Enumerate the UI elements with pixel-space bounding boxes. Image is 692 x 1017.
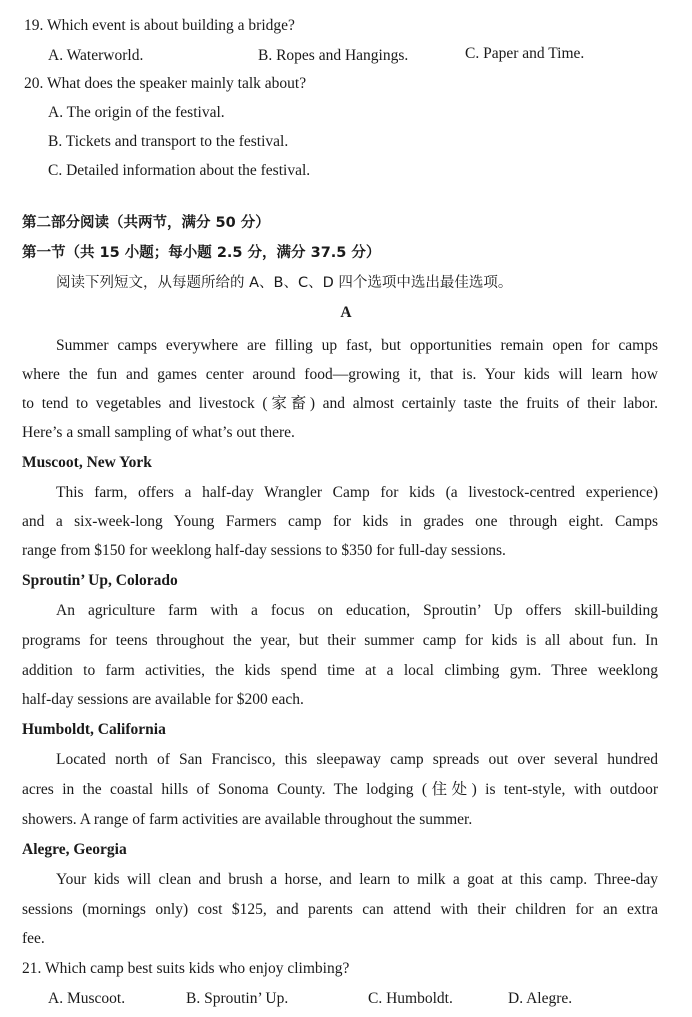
intro-line-1: Summer camps everywhere are filling up fast, but opportunities remain open for camps (56, 337, 658, 354)
passage-label: A (340, 304, 352, 321)
question-21-stem: 21. Which camp best suits kids who enjoy climbing? (22, 960, 350, 977)
muscoot-line-3: range from $150 for weeklong half-day sessions to $350 for full-day sessions. (22, 542, 506, 559)
question-21-option-c: C. Humboldt. (368, 990, 453, 1007)
reading-instruction: 阅读下列短文，从每题所给的 A、B、C、D 四个选项中选出最佳选项。 (56, 275, 513, 291)
muscoot-line-2: and a six-week-long Young Farmers camp for kids in grades one through eight. Camps (22, 513, 658, 530)
question-20-option-b: B. Tickets and transport to the festival. (48, 133, 289, 150)
sproutin-line-2: programs for teens throughout the year, but their summer camp for kids is all about fun. In (22, 632, 658, 649)
section-one-heading: 第一节（共 15 小题；每小题 2.5 分，满分 37.5 分） (22, 245, 381, 261)
sproutin-line-1: An agriculture farm with a focus on education, Sproutin’ Up offers skill-building (56, 602, 658, 619)
question-19-option-a: A. Waterworld. (48, 47, 144, 64)
alegre-line-3: fee. (22, 930, 45, 947)
camp-heading-muscoot: Muscoot, New York (22, 454, 152, 471)
question-21-option-d: D. Alegre. (508, 990, 573, 1007)
muscoot-line-1: This farm, offers a half-day Wrangler Camp for kids (a livestock-centred experience) (56, 484, 658, 501)
question-20-option-a: A. The origin of the festival. (48, 104, 225, 121)
question-21-option-a: A. Muscoot. (48, 990, 126, 1007)
humboldt-line-3: showers. A range of farm activities are available throughout the summer. (22, 811, 473, 828)
question-19-stem: 19. Which event is about building a bridge? (24, 17, 295, 34)
question-19-option-c: C. Paper and Time. (465, 45, 585, 62)
question-20-option-c: C. Detailed information about the festival. (48, 162, 311, 179)
camp-heading-alegre: Alegre, Georgia (22, 841, 127, 858)
question-21-option-b: B. Sproutin’ Up. (186, 990, 289, 1007)
alegre-line-2: sessions (mornings only) cost $125, and parents can attend with their children for an extra (22, 901, 658, 918)
intro-line-4: Here’s a small sampling of what’s out there. (22, 424, 295, 441)
sproutin-line-3: addition to farm activities, the kids spend time at a local climbing gym. Three weeklong (22, 662, 658, 679)
intro-line-2: where the fun and games center around food—growing it, that is. Your kids will learn how (22, 366, 658, 383)
intro-line-3: to tend to vegetables and livestock (家畜) and almost certainly taste the fruits of their labor. (22, 395, 658, 412)
humboldt-line-1: Located north of San Francisco, this sleepaway camp spreads out over several hundred (56, 751, 658, 768)
part-two-heading: 第二部分阅读（共两节，满分 50 分） (22, 215, 270, 231)
question-20-stem: 20. What does the speaker mainly talk about? (24, 75, 307, 92)
question-19-option-b: B. Ropes and Hangings. (258, 47, 409, 64)
alegre-line-1: Your kids will clean and brush a horse, and learn to milk a goat at this camp. Three-day (56, 871, 658, 888)
camp-heading-humboldt: Humboldt, California (22, 721, 166, 738)
camp-heading-sproutin-up: Sproutin’ Up, Colorado (22, 572, 178, 589)
humboldt-line-2: acres in the coastal hills of Sonoma County. The lodging (住处) is tent-style, with outdoor (22, 781, 658, 798)
sproutin-line-4: half-day sessions are available for $200 each. (22, 691, 304, 708)
